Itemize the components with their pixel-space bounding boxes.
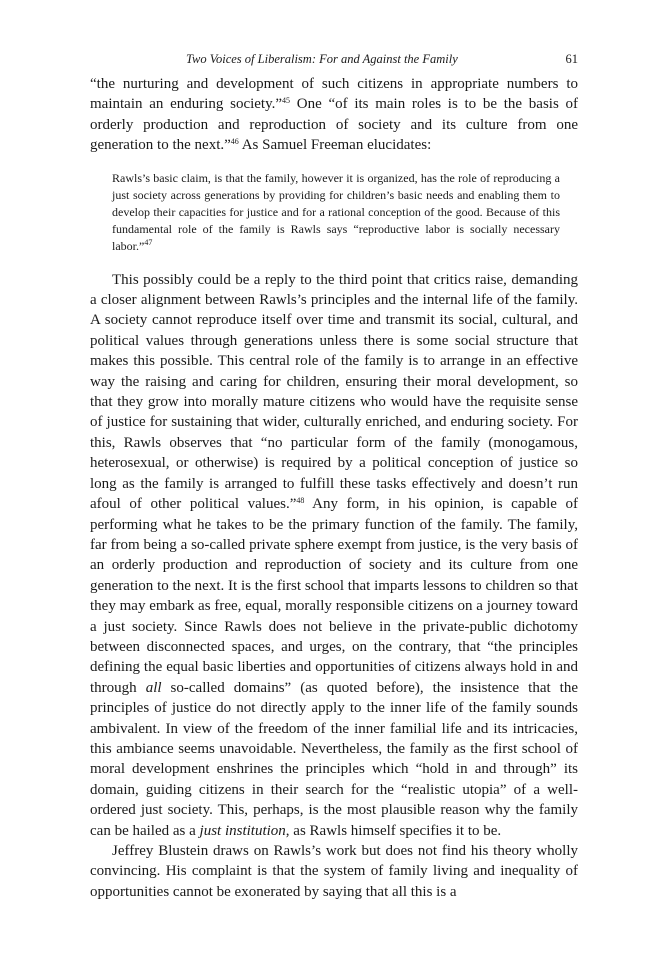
book-page	[90, 52, 578, 902]
paragraph-2-text-4: , as Rawls himself specifies it to be.	[285, 822, 502, 839]
paragraph-3-text: Jeffrey Blustein draws on Rawls’s work but does not find his theory wholly convincing. His complaint is that the system of family living and inequality of opportunities cannot be exonerated by saying that all this is a	[90, 843, 578, 900]
emphasis-all: all	[145, 679, 162, 696]
paragraph-2-text: This possibly could be a reply to the third point that critics raise, demanding a closer alignment between Rawls’s principles and the internal life of the family. A society cannot reproduce itself over time and transmit its social, cultural, and political values through generations unless there is some social structure that makes this possible. This central role of the family is to arrange in an effective way the raising and caring for children, ensuring their moral development, so that they grow into morally mature citizens who would have the requisite sense of justice for sustaining that wider, culturally enriched, and enduring society. For this, Rawls observes that “no particular form of the family (monogamous, heterosexual, or otherwise) is required by a political conception of justice so long as the family is arranged to fulfill these tasks effectively and doesn’t run afoul of other political values.”	[90, 271, 578, 513]
footnote-ref-48: 48	[296, 496, 305, 506]
footnote-ref-45: 45	[282, 96, 291, 106]
block-quote	[112, 170, 560, 256]
emphasis-just-institution: just institution	[199, 822, 286, 839]
running-header	[90, 52, 578, 74]
paragraph-2-text-3: so-called domains” (as quoted before), the insistence that the principles of justice do not directly apply to the inner life of the family sounds ambivalent. In view of the freedom of the inner familial life and its intricacies, this ambiance seems unavoidable. Nevertheless, the family as the first school of moral development enshrines the principles which “hold in and through” its domain, guiding citizens in their search for the “realistic utopia” of a well-ordered just society. This, perhaps, is the most plausible reason why the family can be hailed as a	[90, 679, 578, 839]
footnote-ref-47: 47	[144, 238, 153, 248]
page-number: 61	[565, 52, 578, 66]
running-title: Two Voices of Liberalism: For and Against the Family	[186, 52, 458, 66]
footnote-ref-46: 46	[230, 137, 239, 147]
paragraph-1-text-2: One “of its main roles is to be the basis of orderly production and reproduction of society and its culture from one generation to the next.”	[90, 96, 578, 154]
paragraph-2	[90, 270, 578, 841]
paragraph-1	[90, 74, 578, 156]
paragraph-1-text: “the nurturing and development of such citizens in appropriate numbers to maintain an enduring society.”	[90, 76, 578, 113]
paragraph-3	[90, 841, 578, 902]
paragraph-1-text-3: As Samuel Freeman elucidates:	[238, 137, 432, 154]
block-quote-text: Rawls’s basic claim, is that the family, however it is organized, has the role of reproducing a just society across generations by providing for children’s basic needs and enabling them to develop their capacities for justice and for a rational conception of the good. Because of this fundamental role of the family is Rawls says “reproductive labor is socially necessary labor.”	[112, 170, 560, 254]
paragraph-2-text-2: Any form, in his opinion, is capable of performing what he takes to be the primary function of the family. The family, far from being a so-called private sphere exempt from justice, is the very basis of an orderly production and reproduction of society and its culture from one generation to the next. It is the first school that imparts lessons to children so that they may embark as free, equal, morally responsible citizens on a journey toward a just society. Since Rawls does not believe in the private-public dichotomy between disconnected spaces, and urges, on the contrary, that “the principles defining the equal basic liberties and opportunities of citizens always hold in and through	[90, 496, 578, 696]
